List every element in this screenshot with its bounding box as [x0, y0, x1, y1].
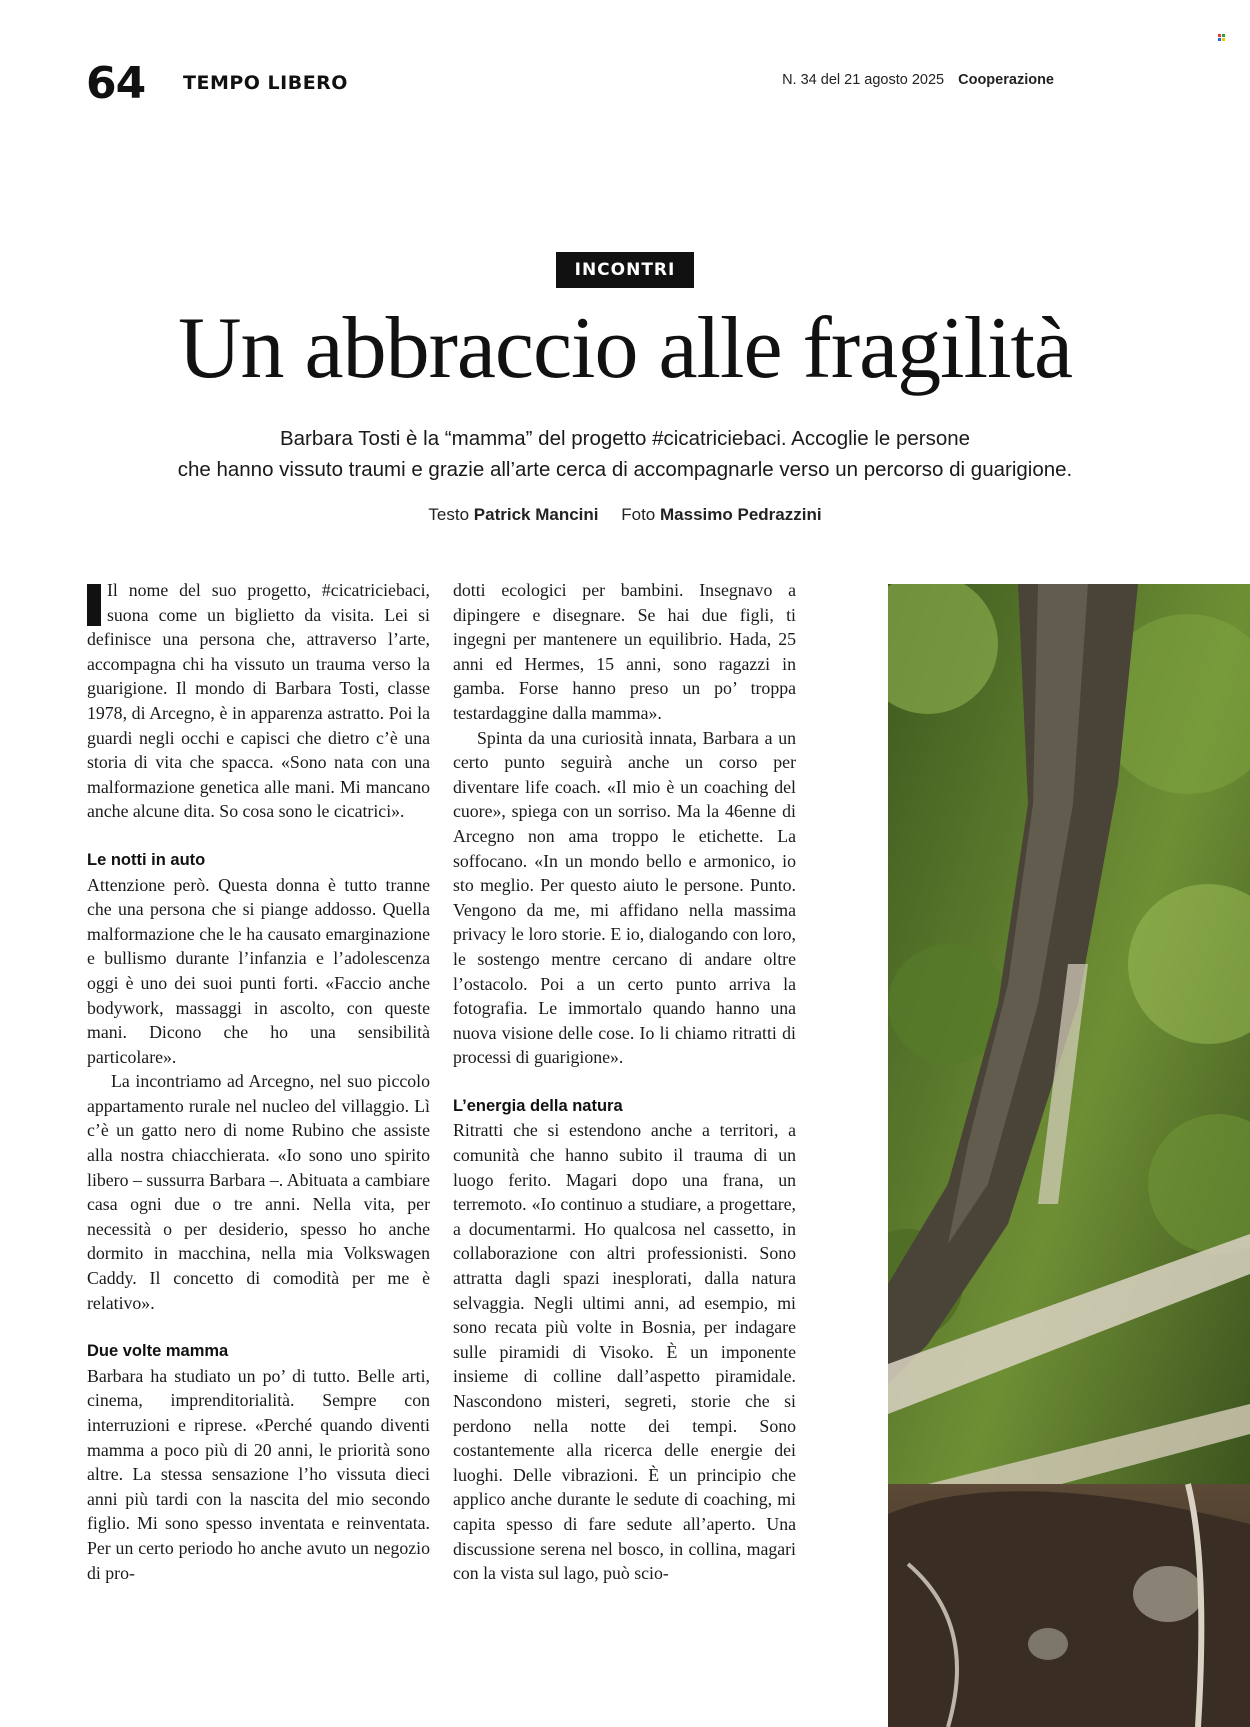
article-title: Un abbraccio alle fragilità: [177, 300, 1073, 397]
paragraph: La incontriamo ad Arcegno, nel suo piccolo appartamento rurale nel nucleo del villaggio. Lì c’è un gatto nero di nome Rubino che assiste alla nostra chiacchierata. «Io sono uno spirito libero – sussurra Barbara –. Abituata a cambiare casa ogni due o tre anni. Nella vita, per necessità o per desiderio, spesso ho anche dormito in macchina, nella mia Volkswagen Caddy. Il concetto di comodità per me è relativo».: [87, 1071, 430, 1313]
byline-photo-label: Foto: [621, 505, 656, 524]
section-title: TEMPO LIBERO: [183, 72, 348, 94]
subheading: Due volte mamma: [87, 1342, 229, 1361]
registration-mark: [1218, 34, 1226, 42]
issue-date: N. 34 del 21 agosto 2025: [782, 72, 945, 88]
paragraph: Barbara ha studiato un po’ di tutto. Belle arti, cinema, imprenditorialità. Sempre con interruzioni e riprese. «Perché quando diventi mamma a poco più di 20 anni, le priorità sono altre. La stessa sensazione l’ho vissuta dieci anni più tardi con la nascita del mio secondo figlio. Mi sono spesso inventata e reinventata. Per un certo periodo ho anche avuto un negozio di pro-: [87, 1365, 430, 1583]
byline-text-author: Patrick Mancini: [473, 505, 599, 524]
paragraph: Il nome del suo progetto, #cicatriciebaci, suona come un biglietto da visita. Lei si definisce una persona che, attraverso l’arte, accompagna chi ha vissuto un trauma verso la guarigione. Il mondo di Barbara Tosti, classe 1978, di Arcegno, è in apparenza astratto. Poi la guardi negli occhi e capisci che dietro c’è una storia di vita che spacca. «Sono nata con una malformazione genetica alle mani. Mi mancano anche alcune dita. So cosa sono le cicatrici».: [87, 580, 430, 822]
publication-name: Cooperazione: [958, 72, 1054, 88]
page-number: 64: [86, 58, 146, 109]
subtitle-line-1: Barbara Tosti è la “mamma” del progetto #cicatriciebaci. Accoglie le persone: [279, 427, 971, 450]
kicker-badge: INCONTRI: [556, 252, 694, 288]
paragraph: Attenzione però. Questa donna è tutto tranne che una persona che si piange addosso. Quella malformazione che le ha causato emarginazione e bullismo durante l’infanzia e l’adolescenza oggi è uno dei suoi punti forti. «Faccio anche bodywork, massaggi in ascolto, con queste mani. Dicono che ho una sensibilità particolare».: [87, 874, 430, 1067]
subheading: Le notti in auto: [87, 850, 206, 869]
paragraph: Ritratti che si estendono anche a territori, a comunità che hanno subito il trauma di un luogo ferito. Magari dopo una frana, un terremoto. «Io continuo a studiare, a progettare, a documentarmi. Ho qualcosa nel cassetto, in collaborazione con altri professionisti. Sono attratta dagli spazi inesplorati, dalla natura selvaggia. Negli ultimi anni, ad esempio, mi sono recata più volte in Bosnia, per indagare sulle piramidi di Visoko. È un imponente insieme di colline dall’aspetto piramidale. Nascondono misteri, segreti, storie che si perdono nella notte dei tempi. Sono costantemente alla ricerca delle energie dei luoghi. Delle vibrazioni. È un principio che applico anche durante le sedute di coaching, mi capita spesso di fare sedute all’aperto. Una discussione serena nel bosco, in collina, magari con la vista sul lago, può scio-: [453, 1120, 796, 1584]
paragraph: Spinta da una curiosità innata, Barbara a un certo punto seguirà anche un corso per diventare life coach. «Il mio è un coaching del cuore», spiega con un sorriso. Ma la 46enne di Arcegno non ama troppo le etichette. La soffocano. «In un mondo bello e armonico, io sto meglio. Per questo aiuto le persone. Punto. Vengono da me, mi affidano nella massima privacy le loro storie. E io, dialogando con loro, le sostengo mentre cercano di andare oltre l’ostacolo. Poi a un certo punto arriva la fotografia. Le immortalo quando hanno una nuova visione delle cose. Io li chiamo ritratti di processi di guarigione».: [453, 727, 796, 1068]
article-subtitle: [100, 423, 1150, 485]
byline: [0, 505, 1250, 525]
byline-photo-author: Massimo Pedrazzini: [660, 505, 822, 524]
tree-photo: [888, 584, 1250, 1727]
issue-info: [782, 72, 1054, 88]
dropcap-bar: [87, 584, 101, 626]
article-column-2: [453, 578, 796, 1586]
subtitle-line-2: che hanno vissuto traumi e grazie all’arte cerca di accompagnarle verso un percorso di guarigione.: [177, 458, 1073, 481]
paragraph: dotti ecologici per bambini. Insegnavo a dipingere e disegnare. Se hai due figli, ti ingegni per mantenere un equilibrio. Hada, 25 anni ed Hermes, 15 anni, sono ragazzi in gamba. Forse hanno preso un po’ troppa testardaggine dalla mamma».: [453, 580, 796, 723]
article-column-1: [87, 578, 430, 1585]
subheading: L’energia della natura: [453, 1096, 623, 1115]
byline-text-label: Testo: [428, 505, 470, 524]
